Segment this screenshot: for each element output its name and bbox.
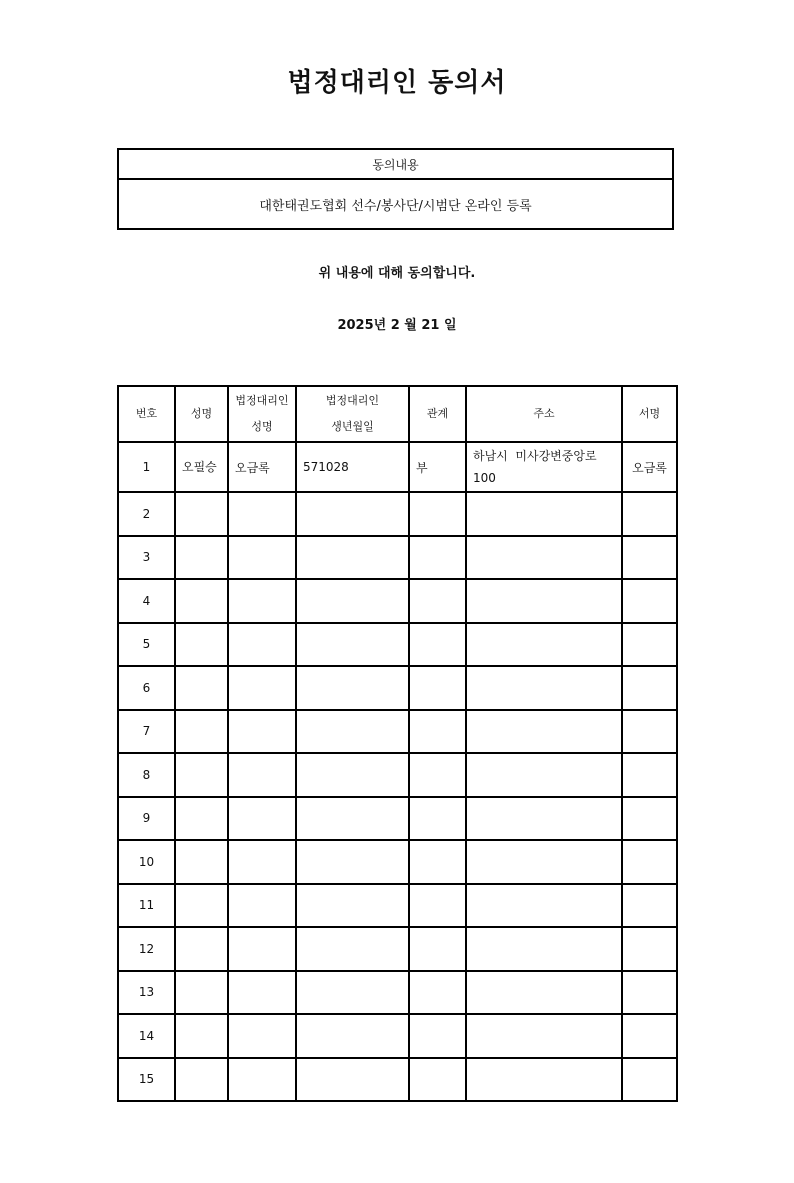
consent-content: 대한태권도협회 선수/봉사단/시범단 온라인 등록 (259, 198, 532, 214)
cell-relation (409, 753, 466, 797)
cell-relation (409, 840, 466, 884)
table-row (118, 710, 677, 754)
cell-address (466, 753, 622, 797)
cell-name (175, 710, 228, 754)
cell-no: 7 (118, 710, 175, 754)
cell-guardian-birth (296, 797, 409, 841)
cell-relation (409, 1014, 466, 1058)
cell-guardian-name (228, 753, 296, 797)
cell-guardian-birth (296, 536, 409, 580)
cell-guardian-birth (296, 840, 409, 884)
cell-signature (622, 666, 677, 710)
cell-guardian-name (228, 840, 296, 884)
cell-signature (622, 579, 677, 623)
cell-signature (622, 623, 677, 667)
cell-name (175, 579, 228, 623)
cell-relation (409, 666, 466, 710)
cell-no: 11 (118, 884, 175, 928)
cell-no: 14 (118, 1014, 175, 1058)
cell-signature (622, 492, 677, 536)
cell-name (175, 884, 228, 928)
cell-no: 2 (118, 492, 175, 536)
consent-header: 동의내용 (119, 150, 672, 180)
table-row (118, 579, 677, 623)
agree-statement: 위 내용에 대해 동의합니다. (318, 266, 476, 281)
cell-guardian-name (228, 666, 296, 710)
cell-address (466, 797, 622, 841)
cell-guardian-name (228, 797, 296, 841)
table-header-row (118, 386, 677, 442)
cell-no: 3 (118, 536, 175, 580)
header-guardian-name-line2: 성명 (251, 420, 273, 433)
cell-guardian-name (228, 884, 296, 928)
cell-name (175, 623, 228, 667)
cell-no: 4 (118, 579, 175, 623)
cell-address (466, 666, 622, 710)
cell-signature (622, 710, 677, 754)
cell-signature (622, 1014, 677, 1058)
cell-name (175, 797, 228, 841)
table-row (118, 1014, 677, 1058)
cell-no: 10 (118, 840, 175, 884)
cell-relation (409, 971, 466, 1015)
table-row (118, 753, 677, 797)
cell-signature (622, 753, 677, 797)
cell-address (466, 579, 622, 623)
cell-guardian-birth (296, 1014, 409, 1058)
cell-relation (409, 927, 466, 971)
cell-guardian-birth (296, 1058, 409, 1102)
cell-signature (622, 884, 677, 928)
cell-address (466, 927, 622, 971)
cell-guardian-birth (296, 492, 409, 536)
header-guardian-birth-line2: 생년월일 (331, 420, 374, 433)
cell-guardian-name (228, 971, 296, 1015)
consent-box (117, 148, 674, 230)
cell-no: 1 (118, 442, 175, 492)
cell-name (175, 971, 228, 1015)
cell-guardian-name (228, 1058, 296, 1102)
table-row (118, 971, 677, 1015)
table-row (118, 797, 677, 841)
table-row (118, 666, 677, 710)
cell-no: 9 (118, 797, 175, 841)
header-guardian-birth-line1: 법정대리인 (325, 394, 380, 407)
cell-relation (409, 579, 466, 623)
cell-relation: 부 (409, 442, 466, 492)
cell-guardian-name (228, 536, 296, 580)
table-row (118, 884, 677, 928)
cell-signature (622, 927, 677, 971)
header-signature: 서명 (622, 386, 677, 442)
cell-name (175, 536, 228, 580)
cell-no: 6 (118, 666, 175, 710)
cell-guardian-name (228, 579, 296, 623)
cell-guardian-name (228, 1014, 296, 1058)
cell-guardian-name (228, 710, 296, 754)
cell-guardian-birth (296, 753, 409, 797)
cell-name: 오필승 (175, 442, 228, 492)
cell-name (175, 753, 228, 797)
table-row (118, 536, 677, 580)
cell-no: 8 (118, 753, 175, 797)
table-row (118, 1058, 677, 1102)
cell-relation (409, 492, 466, 536)
document-title: 법정대리인 동의서 (287, 68, 507, 98)
cell-address (466, 492, 622, 536)
cell-guardian-name (228, 623, 296, 667)
header-relation: 관계 (409, 386, 466, 442)
header-guardian-name-line1: 법정대리인 (235, 394, 289, 407)
cell-guardian-birth (296, 666, 409, 710)
cell-name (175, 666, 228, 710)
header-no: 번호 (118, 386, 175, 442)
cell-guardian-birth (296, 710, 409, 754)
cell-name (175, 927, 228, 971)
cell-signature (622, 840, 677, 884)
cell-name (175, 492, 228, 536)
cell-signature: 오금록 (622, 442, 677, 492)
cell-guardian-birth (296, 927, 409, 971)
cell-no: 15 (118, 1058, 175, 1102)
cell-relation (409, 884, 466, 928)
cell-address: 하남시 미사강변중앙로 100 (466, 442, 622, 492)
cell-guardian-birth: 571028 (296, 442, 409, 492)
cell-guardian-birth (296, 579, 409, 623)
cell-signature (622, 1058, 677, 1102)
guardian-table (117, 385, 678, 1102)
cell-address (466, 1058, 622, 1102)
cell-name (175, 840, 228, 884)
cell-address (466, 884, 622, 928)
table-row (118, 492, 677, 536)
table-row (118, 927, 677, 971)
table-row (118, 442, 677, 492)
cell-relation (409, 623, 466, 667)
header-guardian-name (228, 386, 296, 442)
cell-address (466, 971, 622, 1015)
cell-relation (409, 536, 466, 580)
header-name: 성명 (175, 386, 228, 442)
cell-name (175, 1014, 228, 1058)
cell-address (466, 536, 622, 580)
cell-address (466, 840, 622, 884)
cell-address (466, 710, 622, 754)
header-address: 주소 (466, 386, 622, 442)
cell-guardian-birth (296, 971, 409, 1015)
cell-guardian-name (228, 492, 296, 536)
cell-no: 12 (118, 927, 175, 971)
cell-address (466, 1014, 622, 1058)
cell-signature (622, 971, 677, 1015)
cell-no: 13 (118, 971, 175, 1015)
cell-relation (409, 710, 466, 754)
table-row (118, 840, 677, 884)
signing-date: 2025년 2 월 21 일 (337, 318, 457, 333)
cell-relation (409, 1058, 466, 1102)
cell-signature (622, 536, 677, 580)
cell-no: 5 (118, 623, 175, 667)
table-row (118, 623, 677, 667)
cell-guardian-name: 오금록 (228, 442, 296, 492)
cell-guardian-birth (296, 884, 409, 928)
cell-signature (622, 797, 677, 841)
cell-address (466, 623, 622, 667)
header-guardian-birth (296, 386, 409, 442)
cell-guardian-birth (296, 623, 409, 667)
cell-name (175, 1058, 228, 1102)
cell-relation (409, 797, 466, 841)
cell-guardian-name (228, 927, 296, 971)
